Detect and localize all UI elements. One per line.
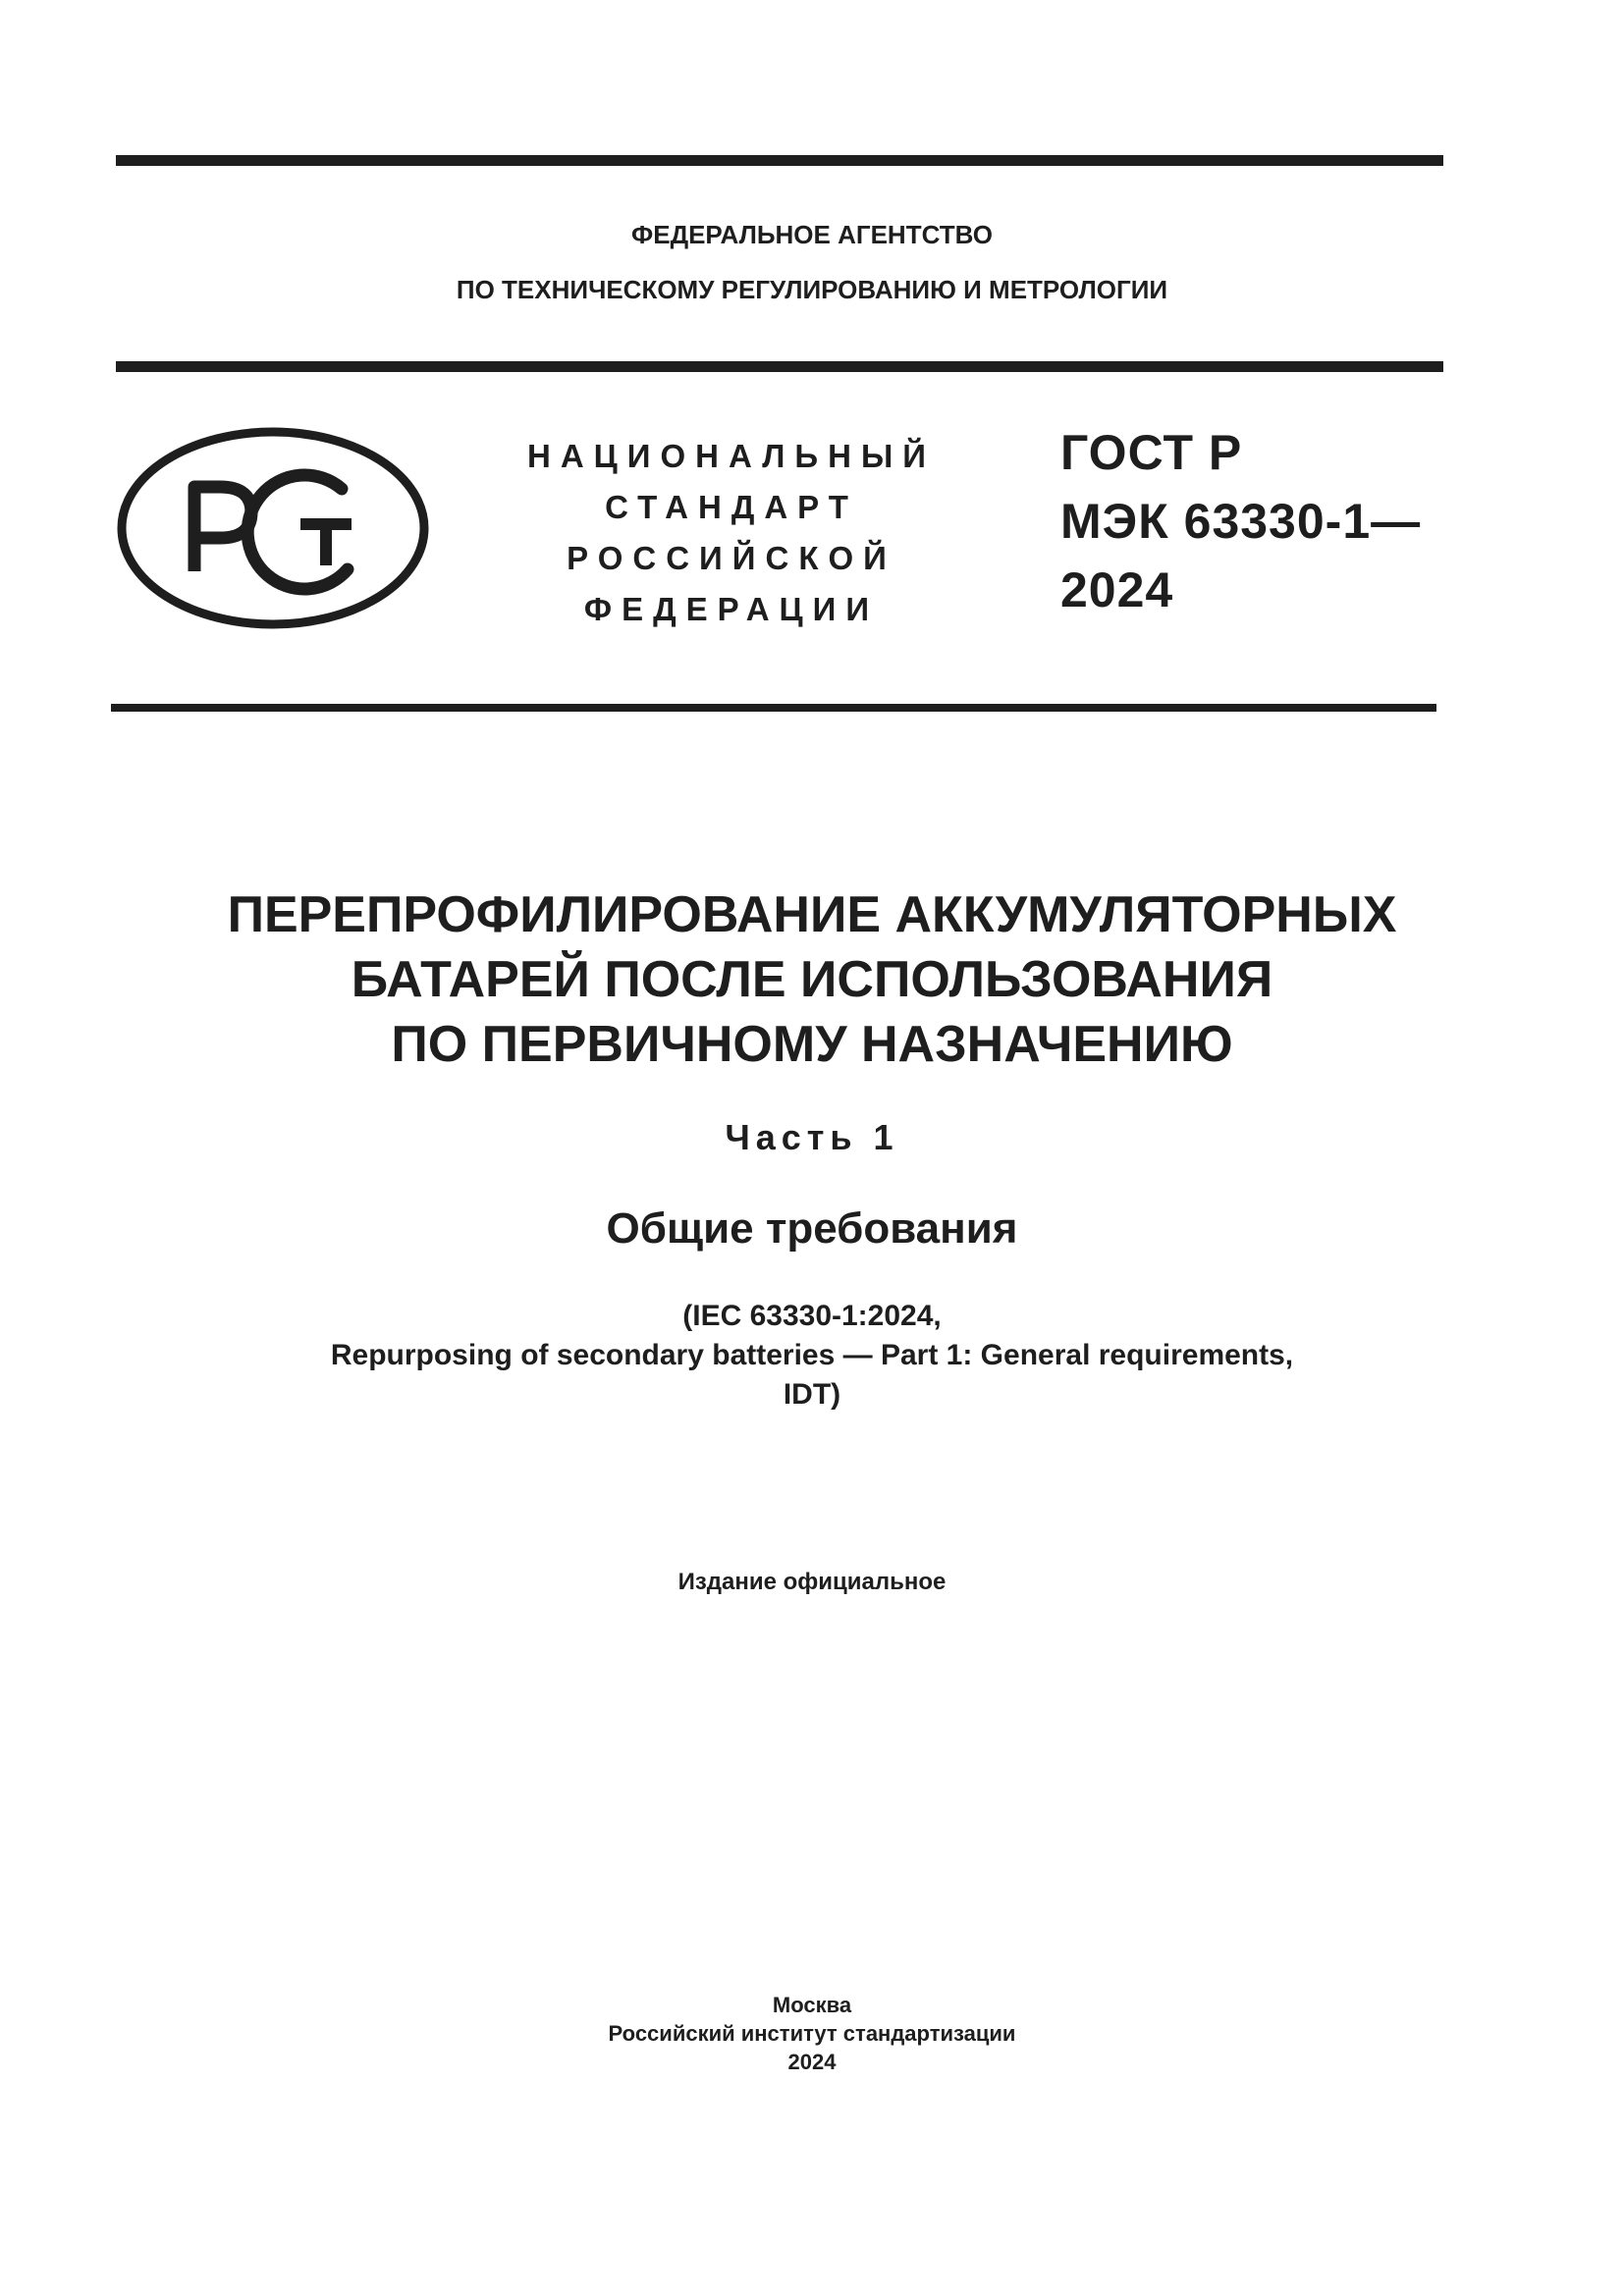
publication-year: 2024	[787, 2050, 837, 2074]
standard-designation-line3: 2024	[1060, 562, 1174, 617]
iec-reference-line1: (IEC 63330-1:2024,	[682, 1300, 942, 1332]
national-standard-line2: СТАНДАРТ	[605, 489, 858, 525]
agency-name-line1: ФЕДЕРАЛЬНОЕ АГЕНТСТВО	[631, 220, 993, 249]
header-divider-rule	[116, 361, 1443, 372]
part-subtitle: Общие требования	[606, 1204, 1018, 1253]
document-title-line3: ПО ПЕРВИЧНОМУ НАЗНАЧЕНИЮ	[391, 1016, 1233, 1073]
national-standard-line3: РОССИЙСКОЙ	[567, 540, 896, 576]
top-rule	[116, 155, 1443, 166]
standard-designation-line2: МЭК 63330-1—	[1060, 494, 1422, 549]
rst-gost-logo-icon	[116, 424, 430, 632]
publisher-institute: Российский институт стандартизации	[608, 2021, 1016, 2046]
document-title-line2: БАТАРЕЙ ПОСЛЕ ИСПОЛЬЗОВАНИЯ	[351, 951, 1273, 1008]
national-standard-line1: НАЦИОНАЛЬНЫЙ	[527, 438, 936, 474]
publisher-city: Москва	[772, 1993, 852, 2017]
edition-label: Издание официальное	[677, 1569, 947, 1595]
iec-reference-line2: Repurposing of secondary batteries — Part 1: General requirements,	[330, 1339, 1294, 1371]
part-number: Часть 1	[725, 1117, 899, 1157]
document-title-line1: ПЕРЕПРОФИЛИРОВАНИЕ АККУМУЛЯТОРНЫХ	[227, 886, 1397, 943]
iec-reference-line3: IDT)	[783, 1378, 841, 1411]
agency-name-line2: ПО ТЕХНИЧЕСКОМУ РЕГУЛИРОВАНИЮ И МЕТРОЛОГИИ	[456, 275, 1168, 304]
designation-divider-rule	[111, 704, 1436, 712]
standard-designation-line1: ГОСТ Р	[1060, 425, 1243, 480]
national-standard-line4: ФЕДЕРАЦИИ	[583, 591, 880, 627]
